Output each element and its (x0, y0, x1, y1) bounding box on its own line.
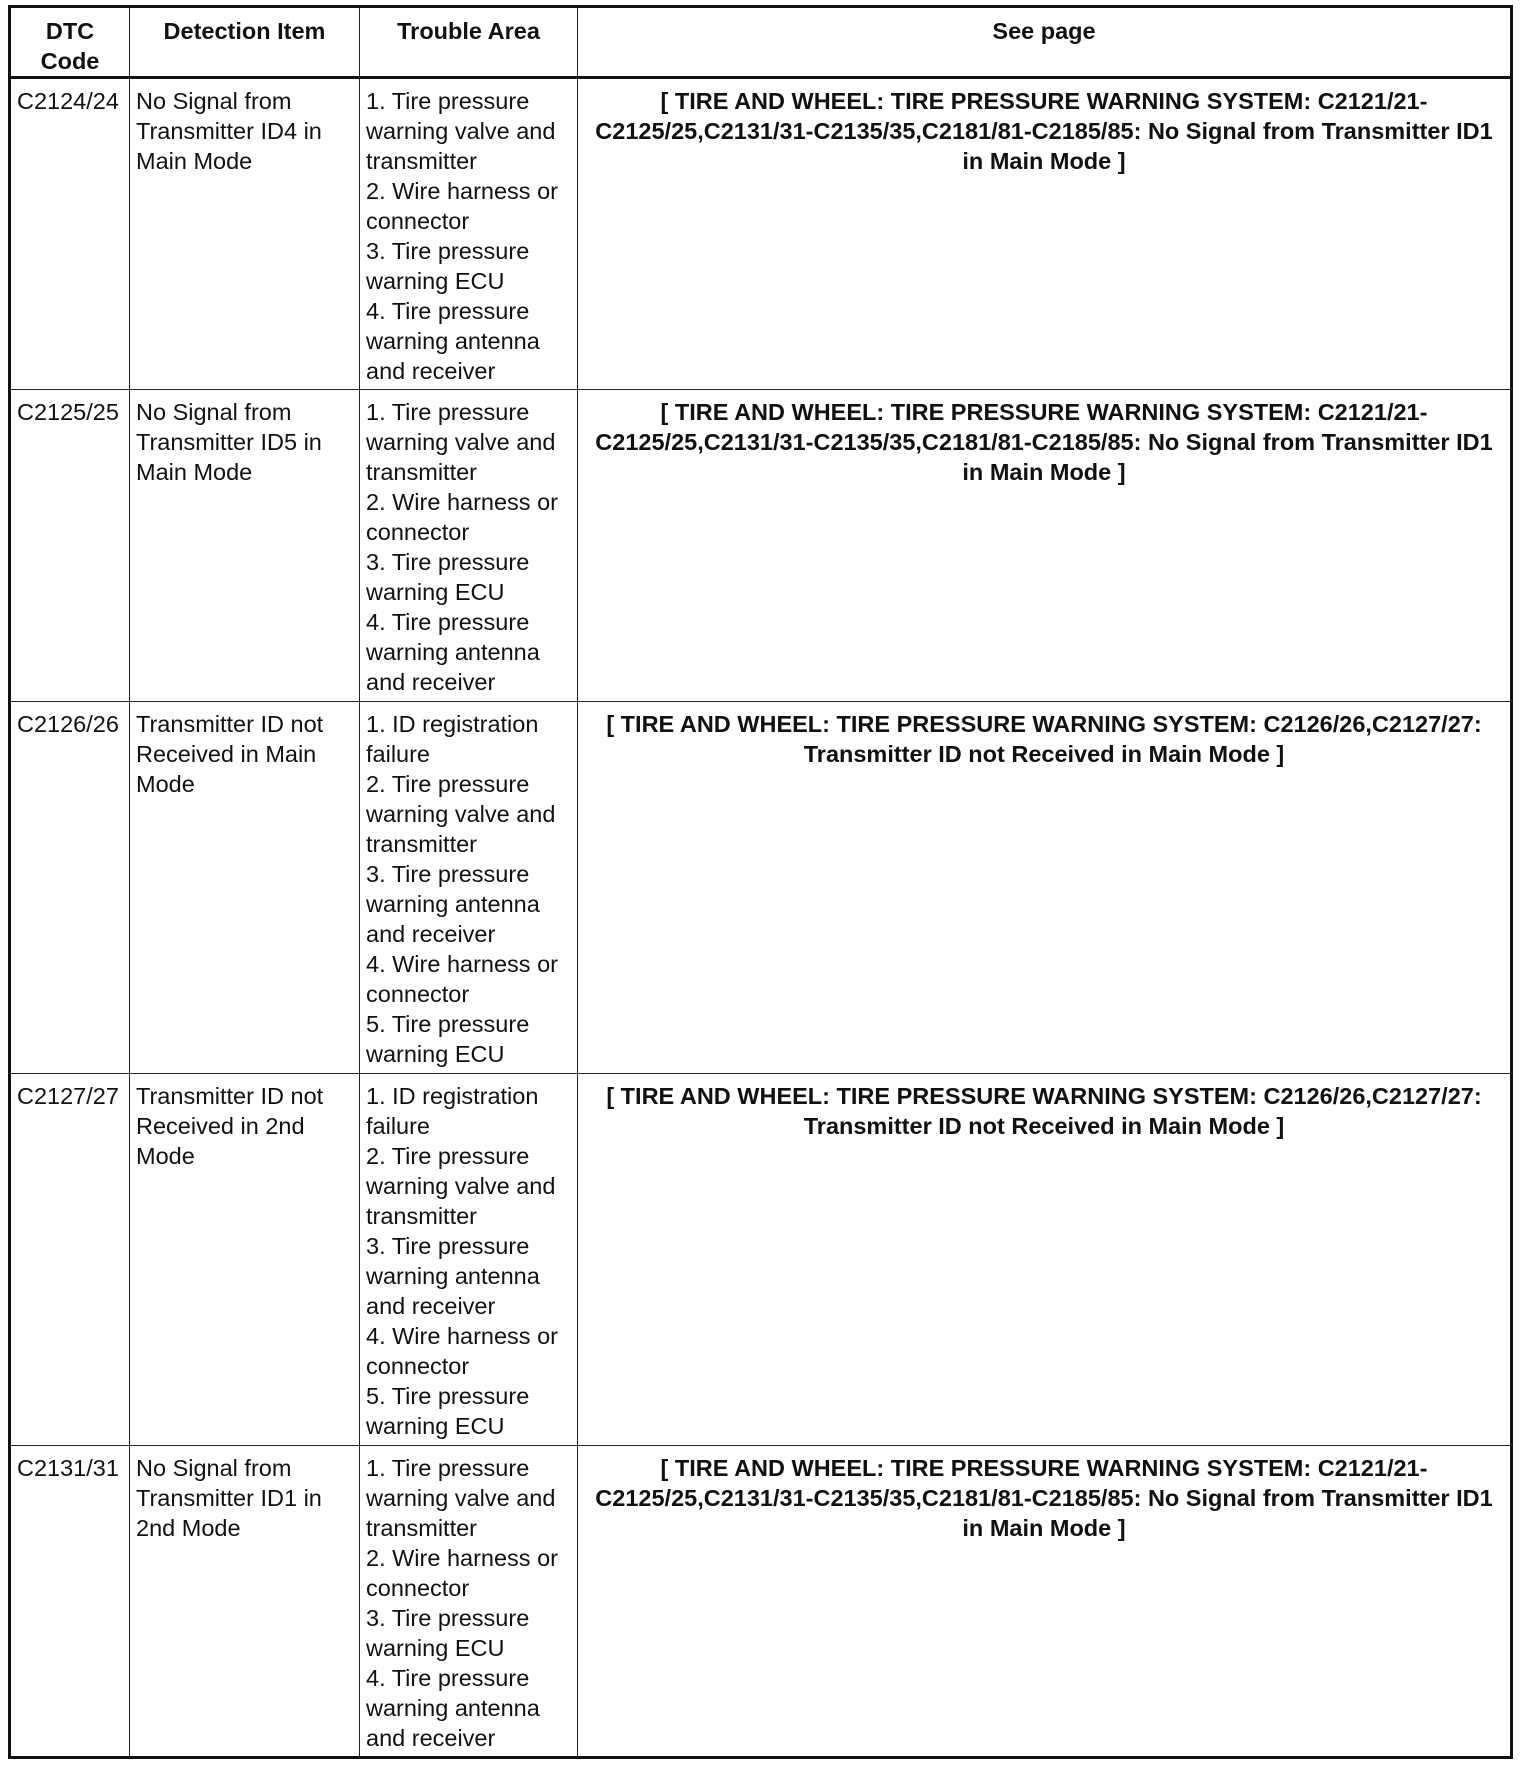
dtc-code-cell: C2127/27 (10, 1074, 130, 1446)
detection-item-cell: No Signal from Transmitter ID4 in Main Mode (130, 78, 360, 390)
detection-item-cell: Transmitter ID not Received in 2nd Mode (130, 1074, 360, 1446)
detection-item-cell: No Signal from Transmitter ID1 in 2nd Mode (130, 1446, 360, 1758)
dtc-code-cell: C2131/31 (10, 1446, 130, 1758)
table-row (10, 1074, 1512, 1446)
dtc-code-cell: C2126/26 (10, 702, 130, 1074)
dtc-code-cell: C2125/25 (10, 390, 130, 702)
table-row (10, 78, 1512, 390)
trouble-area-cell: 1. Tire pressure warning valve and transmitter 2. Wire harness or connector 3. Tire pressure warning ECU 4. Tire pressure warning antenna and receiver (360, 78, 578, 390)
table-row (10, 390, 1512, 702)
table-row (10, 702, 1512, 1074)
header-see-page: See page (578, 7, 1512, 78)
header-dtc-code: DTC Code (10, 7, 130, 78)
trouble-area-cell: 1. Tire pressure warning valve and transmitter 2. Wire harness or connector 3. Tire pressure warning ECU 4. Tire pressure warning antenna and receiver (360, 1446, 578, 1758)
detection-item-cell: No Signal from Transmitter ID5 in Main Mode (130, 390, 360, 702)
table-row (10, 1446, 1512, 1758)
dtc-code-cell: C2124/24 (10, 78, 130, 390)
see-page-link[interactable]: [ TIRE AND WHEEL: TIRE PRESSURE WARNING SYSTEM: C2126/26,C2127/27: Transmitter ID not Received in Main Mode ] (578, 702, 1512, 1074)
see-page-link[interactable]: [ TIRE AND WHEEL: TIRE PRESSURE WARNING SYSTEM: C2126/26,C2127/27: Transmitter ID not Received in Main Mode ] (578, 1074, 1512, 1446)
see-page-link[interactable]: [ TIRE AND WHEEL: TIRE PRESSURE WARNING SYSTEM: C2121/21-C2125/25,C2131/31-C2135/35,C2181/81-C2185/85: No Signal from Transmitter ID1 in Main Mode ] (578, 390, 1512, 702)
see-page-link[interactable]: [ TIRE AND WHEEL: TIRE PRESSURE WARNING SYSTEM: C2121/21-C2125/25,C2131/31-C2135/35,C2181/81-C2185/85: No Signal from Transmitter ID1 in Main Mode ] (578, 1446, 1512, 1758)
header-detection-item: Detection Item (130, 7, 360, 78)
table-header-row (10, 7, 1512, 78)
dtc-table (8, 5, 1513, 1759)
trouble-area-cell: 1. Tire pressure warning valve and transmitter 2. Wire harness or connector 3. Tire pressure warning ECU 4. Tire pressure warning antenna and receiver (360, 390, 578, 702)
trouble-area-cell: 1. ID registration failure 2. Tire pressure warning valve and transmitter 3. Tire pressure warning antenna and receiver 4. Wire harness or connector 5. Tire pressure warning ECU (360, 702, 578, 1074)
header-trouble-area: Trouble Area (360, 7, 578, 78)
see-page-link[interactable]: [ TIRE AND WHEEL: TIRE PRESSURE WARNING SYSTEM: C2121/21-C2125/25,C2131/31-C2135/35,C2181/81-C2185/85: No Signal from Transmitter ID1 in Main Mode ] (578, 78, 1512, 390)
trouble-area-cell: 1. ID registration failure 2. Tire pressure warning valve and transmitter 3. Tire pressure warning antenna and receiver 4. Wire harness or connector 5. Tire pressure warning ECU (360, 1074, 578, 1446)
detection-item-cell: Transmitter ID not Received in Main Mode (130, 702, 360, 1074)
